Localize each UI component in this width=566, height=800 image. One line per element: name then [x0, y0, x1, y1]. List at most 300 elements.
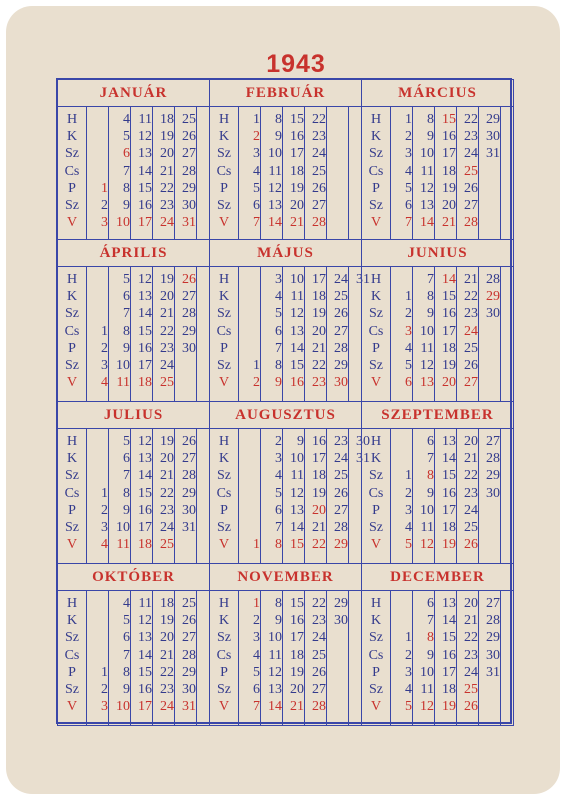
day-number: 26 — [464, 180, 478, 196]
weekday-label: H — [218, 112, 230, 127]
day-number: 7 — [275, 520, 282, 535]
day-number: 24 — [334, 272, 348, 287]
column-rule — [348, 267, 349, 401]
column-rule — [412, 591, 413, 725]
column-rule — [500, 429, 501, 563]
day-number: 19 — [160, 272, 174, 287]
day-number: 27 — [182, 630, 196, 646]
day-number: 5 — [123, 613, 130, 629]
day-number: 24 — [160, 215, 174, 231]
day-number: 16 — [138, 682, 152, 697]
column-rule — [130, 267, 131, 401]
month-block — [57, 401, 210, 564]
day-number: 29 — [486, 630, 500, 646]
day-number: 3 — [405, 323, 412, 339]
day-number: 8 — [275, 358, 282, 373]
day-number: 30 — [486, 129, 500, 145]
weekday-label: K — [370, 451, 382, 467]
column-rule — [434, 107, 435, 239]
day-number: 3 — [275, 272, 282, 287]
column-rule — [174, 107, 175, 239]
day-number: 8 — [275, 596, 282, 611]
weekday-label: Sz — [369, 682, 383, 697]
day-number: 26 — [182, 434, 196, 449]
day-number: 21 — [464, 272, 478, 287]
day-number: 14 — [290, 520, 304, 535]
month-block — [57, 563, 210, 726]
weekday-label: Cs — [216, 323, 232, 339]
day-number: 23 — [464, 647, 478, 663]
day-number: 25 — [312, 647, 326, 663]
day-number: 28 — [486, 272, 500, 287]
weekday-label: H — [66, 272, 78, 287]
day-number: 11 — [420, 340, 434, 356]
day-number: 22 — [312, 358, 326, 373]
weekday-label: P — [220, 340, 228, 356]
weekday-label: Sz — [217, 682, 231, 697]
weekday-label: P — [372, 340, 380, 356]
column-rule — [434, 429, 435, 563]
day-number: 21 — [464, 451, 478, 467]
weekday-label: P — [68, 180, 76, 196]
weekday-label: H — [370, 596, 382, 611]
day-number: 9 — [297, 434, 304, 449]
column-rule — [196, 591, 197, 725]
month-title: OKTÓBER — [58, 564, 209, 591]
day-number: 1 — [253, 596, 260, 611]
day-number: 18 — [312, 289, 326, 305]
day-number: 12 — [138, 129, 152, 145]
day-number: 26 — [334, 306, 348, 322]
day-number: 19 — [160, 613, 174, 629]
weekday-label: H — [66, 112, 78, 127]
day-number: 17 — [442, 323, 456, 339]
day-number: 10 — [420, 323, 434, 339]
day-number: 16 — [290, 129, 304, 145]
column-rule — [326, 429, 327, 563]
day-number: 8 — [275, 537, 282, 553]
day-number: 8 — [123, 323, 130, 339]
day-number: 12 — [138, 613, 152, 629]
day-number: 16 — [138, 340, 152, 356]
weekday-label: Cs — [368, 485, 384, 501]
day-number: 5 — [123, 272, 130, 287]
weekday-label: Sz — [369, 358, 383, 373]
day-number: 17 — [442, 146, 456, 162]
day-number: 22 — [312, 112, 326, 127]
day-number: 31 — [182, 520, 196, 535]
day-number: 28 — [182, 468, 196, 484]
day-number: 20 — [160, 146, 174, 162]
column-rule — [130, 107, 131, 239]
day-number: 4 — [123, 112, 130, 127]
weekday-label: P — [220, 664, 228, 680]
column-rule — [108, 107, 109, 239]
day-number: 12 — [420, 537, 434, 553]
day-number: 7 — [253, 699, 260, 715]
day-number: 20 — [160, 289, 174, 305]
day-number: 13 — [138, 146, 152, 162]
column-rule — [260, 107, 261, 239]
day-number: 7 — [427, 613, 434, 629]
day-number: 17 — [442, 664, 456, 680]
column-rule — [260, 267, 261, 401]
column-rule — [174, 429, 175, 563]
day-number: 22 — [160, 485, 174, 501]
day-number: 3 — [101, 699, 108, 715]
calendar-grid — [56, 78, 512, 724]
day-number: 11 — [138, 596, 152, 611]
weekday-label: K — [66, 129, 78, 145]
month-title: FEBRUÁR — [210, 80, 361, 107]
column-rule — [86, 429, 87, 563]
day-number: 17 — [138, 215, 152, 231]
weekday-label: K — [218, 289, 230, 305]
day-number: 1 — [101, 180, 108, 196]
column-rule — [326, 107, 327, 239]
column-rule — [390, 429, 391, 563]
column-rule — [174, 267, 175, 401]
month-title: AUGUSZTUS — [210, 402, 361, 429]
day-number: 5 — [275, 306, 282, 322]
weekday-label: Sz — [65, 146, 79, 162]
column-rule — [130, 591, 131, 725]
day-number: 10 — [116, 520, 130, 535]
day-number: 13 — [290, 323, 304, 339]
day-number: 2 — [253, 613, 260, 629]
day-number: 22 — [312, 596, 326, 611]
day-number: 17 — [138, 520, 152, 535]
day-number: 10 — [268, 146, 282, 162]
day-number: 7 — [275, 340, 282, 356]
day-number: 15 — [442, 468, 456, 484]
day-number: 30 — [334, 375, 348, 391]
day-number: 12 — [420, 180, 434, 196]
day-number: 10 — [420, 502, 434, 518]
weekday-label: K — [218, 613, 230, 629]
day-number: 16 — [290, 375, 304, 391]
weekday-label: Sz — [369, 146, 383, 162]
weekday-label: P — [68, 340, 76, 356]
day-number: 24 — [312, 146, 326, 162]
day-number: 6 — [123, 289, 130, 305]
day-number: 18 — [312, 468, 326, 484]
column-rule — [348, 429, 349, 563]
day-number: 23 — [160, 502, 174, 518]
month-block — [209, 79, 362, 240]
day-number: 25 — [160, 537, 174, 553]
day-number: 21 — [464, 613, 478, 629]
weekday-label: Cs — [368, 323, 384, 339]
day-number: 4 — [101, 537, 108, 553]
day-number: 5 — [253, 180, 260, 196]
day-number: 26 — [182, 129, 196, 145]
day-number: 4 — [101, 375, 108, 391]
day-number: 23 — [312, 613, 326, 629]
day-number: 20 — [160, 630, 174, 646]
day-number: 3 — [405, 146, 412, 162]
day-number: 24 — [464, 664, 478, 680]
day-number: 16 — [442, 129, 456, 145]
day-number: 1 — [101, 323, 108, 339]
day-number: 23 — [160, 340, 174, 356]
day-number: 20 — [464, 434, 478, 449]
month-title: MÁRCIUS — [362, 80, 513, 107]
day-number: 3 — [253, 146, 260, 162]
day-number: 12 — [290, 306, 304, 322]
day-number: 25 — [182, 596, 196, 611]
weekday-label: Sz — [65, 358, 79, 373]
column-rule — [456, 429, 457, 563]
day-number: 22 — [160, 323, 174, 339]
day-number: 2 — [405, 129, 412, 145]
day-number: 29 — [182, 664, 196, 680]
day-number: 4 — [405, 682, 412, 697]
day-number: 6 — [405, 198, 412, 213]
weekday-label: V — [370, 537, 382, 553]
day-number: 11 — [420, 520, 434, 535]
day-number: 8 — [123, 485, 130, 501]
column-rule — [304, 107, 305, 239]
day-number: 4 — [253, 163, 260, 179]
day-number: 2 — [253, 129, 260, 145]
day-number: 26 — [464, 358, 478, 373]
day-number: 3 — [253, 630, 260, 646]
day-number: 9 — [427, 306, 434, 322]
day-number: 4 — [123, 596, 130, 611]
day-number: 25 — [182, 112, 196, 127]
weekday-label: P — [68, 664, 76, 680]
day-number: 3 — [101, 358, 108, 373]
day-number: 14 — [268, 699, 282, 715]
day-number: 6 — [275, 502, 282, 518]
day-number: 12 — [420, 358, 434, 373]
column-rule — [86, 591, 87, 725]
column-rule — [390, 107, 391, 239]
column-rule — [348, 591, 349, 725]
day-number: 21 — [160, 468, 174, 484]
weekday-label: P — [372, 180, 380, 196]
weekday-label: H — [370, 272, 382, 287]
day-number: 23 — [464, 485, 478, 501]
day-number: 23 — [464, 129, 478, 145]
day-number: 12 — [290, 485, 304, 501]
day-number: 15 — [290, 596, 304, 611]
day-number: 17 — [138, 699, 152, 715]
day-number: 12 — [268, 664, 282, 680]
day-number: 19 — [312, 306, 326, 322]
day-number: 27 — [312, 198, 326, 213]
weekday-label: V — [66, 215, 78, 231]
day-number: 12 — [268, 180, 282, 196]
column-rule — [108, 591, 109, 725]
day-number: 19 — [312, 485, 326, 501]
day-number: 31 — [182, 699, 196, 715]
weekday-label: Sz — [65, 306, 79, 322]
day-number: 27 — [464, 375, 478, 391]
column-rule — [282, 591, 283, 725]
day-number: 26 — [334, 485, 348, 501]
day-number: 28 — [486, 613, 500, 629]
month-block — [57, 79, 210, 240]
weekday-label: H — [66, 596, 78, 611]
weekday-label: Sz — [369, 630, 383, 646]
day-number: 13 — [268, 198, 282, 213]
day-number: 6 — [123, 146, 130, 162]
day-number: 29 — [334, 358, 348, 373]
weekday-label: V — [218, 215, 230, 231]
day-number: 21 — [160, 647, 174, 663]
day-number: 8 — [123, 664, 130, 680]
weekday-label: Sz — [369, 520, 383, 535]
day-number: 23 — [334, 434, 348, 449]
day-number: 2 — [405, 485, 412, 501]
column-rule — [238, 267, 239, 401]
day-number: 15 — [138, 180, 152, 196]
column-rule — [282, 267, 283, 401]
day-number: 24 — [464, 146, 478, 162]
day-number: 28 — [312, 215, 326, 231]
day-number: 13 — [420, 198, 434, 213]
day-number: 31 — [356, 272, 370, 287]
day-number: 24 — [464, 502, 478, 518]
day-number: 20 — [312, 323, 326, 339]
day-number: 14 — [290, 340, 304, 356]
weekday-label: Cs — [64, 485, 80, 501]
day-number: 18 — [138, 537, 152, 553]
month-block — [361, 401, 514, 564]
day-number: 13 — [442, 596, 456, 611]
day-number: 18 — [290, 647, 304, 663]
day-number: 5 — [123, 434, 130, 449]
day-number: 31 — [356, 451, 370, 467]
weekday-label: K — [66, 613, 78, 629]
column-rule — [500, 267, 501, 401]
day-number: 21 — [290, 699, 304, 715]
weekday-label: V — [66, 537, 78, 553]
weekday-label: K — [66, 451, 78, 467]
day-number: 7 — [427, 272, 434, 287]
day-number: 27 — [464, 198, 478, 213]
day-number: 5 — [275, 485, 282, 501]
weekday-label: P — [220, 180, 228, 196]
weekday-label: H — [66, 434, 78, 449]
day-number: 9 — [427, 647, 434, 663]
day-number: 27 — [334, 502, 348, 518]
day-number: 31 — [486, 146, 500, 162]
day-number: 16 — [138, 198, 152, 213]
day-number: 14 — [268, 215, 282, 231]
day-number: 8 — [427, 289, 434, 305]
column-rule — [412, 267, 413, 401]
day-number: 28 — [486, 451, 500, 467]
day-number: 28 — [334, 520, 348, 535]
month-block — [209, 239, 370, 402]
month-block — [209, 563, 362, 726]
column-rule — [260, 429, 261, 563]
day-number: 20 — [290, 198, 304, 213]
column-rule — [152, 429, 153, 563]
column-rule — [260, 591, 261, 725]
day-number: 20 — [464, 596, 478, 611]
day-number: 2 — [101, 340, 108, 356]
day-number: 14 — [138, 163, 152, 179]
weekday-label: Sz — [217, 520, 231, 535]
day-number: 11 — [116, 375, 130, 391]
day-number: 11 — [290, 468, 304, 484]
day-number: 6 — [427, 596, 434, 611]
day-number: 17 — [290, 146, 304, 162]
day-number: 3 — [101, 520, 108, 535]
day-number: 21 — [160, 163, 174, 179]
month-title: SZEPTEMBER — [362, 402, 513, 429]
day-number: 30 — [356, 434, 370, 449]
weekday-label: P — [372, 664, 380, 680]
day-number: 13 — [290, 502, 304, 518]
day-number: 2 — [405, 306, 412, 322]
day-number: 10 — [420, 146, 434, 162]
day-number: 8 — [427, 468, 434, 484]
day-number: 19 — [290, 180, 304, 196]
day-number: 30 — [486, 485, 500, 501]
day-number: 9 — [123, 198, 130, 213]
day-number: 10 — [116, 699, 130, 715]
day-number: 1 — [405, 112, 412, 127]
day-number: 28 — [182, 163, 196, 179]
weekday-label: Sz — [369, 198, 383, 213]
column-rule — [304, 267, 305, 401]
day-number: 17 — [442, 502, 456, 518]
column-rule — [152, 267, 153, 401]
column-rule — [282, 107, 283, 239]
day-number: 15 — [138, 485, 152, 501]
weekday-label: H — [370, 112, 382, 127]
day-number: 5 — [405, 358, 412, 373]
month-block — [57, 239, 210, 402]
column-rule — [326, 267, 327, 401]
day-number: 3 — [405, 664, 412, 680]
day-number: 30 — [334, 613, 348, 629]
day-number: 4 — [405, 163, 412, 179]
column-rule — [500, 107, 501, 239]
day-number: 23 — [312, 375, 326, 391]
day-number: 8 — [123, 180, 130, 196]
day-number: 14 — [138, 468, 152, 484]
day-number: 24 — [312, 630, 326, 646]
weekday-label: P — [372, 502, 380, 518]
day-number: 10 — [116, 215, 130, 231]
day-number: 6 — [427, 434, 434, 449]
day-number: 15 — [442, 630, 456, 646]
column-rule — [348, 107, 349, 239]
day-number: 4 — [405, 520, 412, 535]
column-rule — [196, 429, 197, 563]
day-number: 15 — [442, 289, 456, 305]
day-number: 1 — [405, 468, 412, 484]
day-number: 31 — [182, 215, 196, 231]
day-number: 28 — [464, 215, 478, 231]
day-number: 17 — [312, 451, 326, 467]
day-number: 6 — [253, 198, 260, 213]
day-number: 7 — [405, 215, 412, 231]
day-number: 8 — [427, 630, 434, 646]
day-number: 30 — [486, 306, 500, 322]
day-number: 25 — [464, 682, 478, 697]
day-number: 10 — [290, 451, 304, 467]
day-number: 28 — [182, 647, 196, 663]
day-number: 21 — [290, 215, 304, 231]
day-number: 23 — [160, 198, 174, 213]
